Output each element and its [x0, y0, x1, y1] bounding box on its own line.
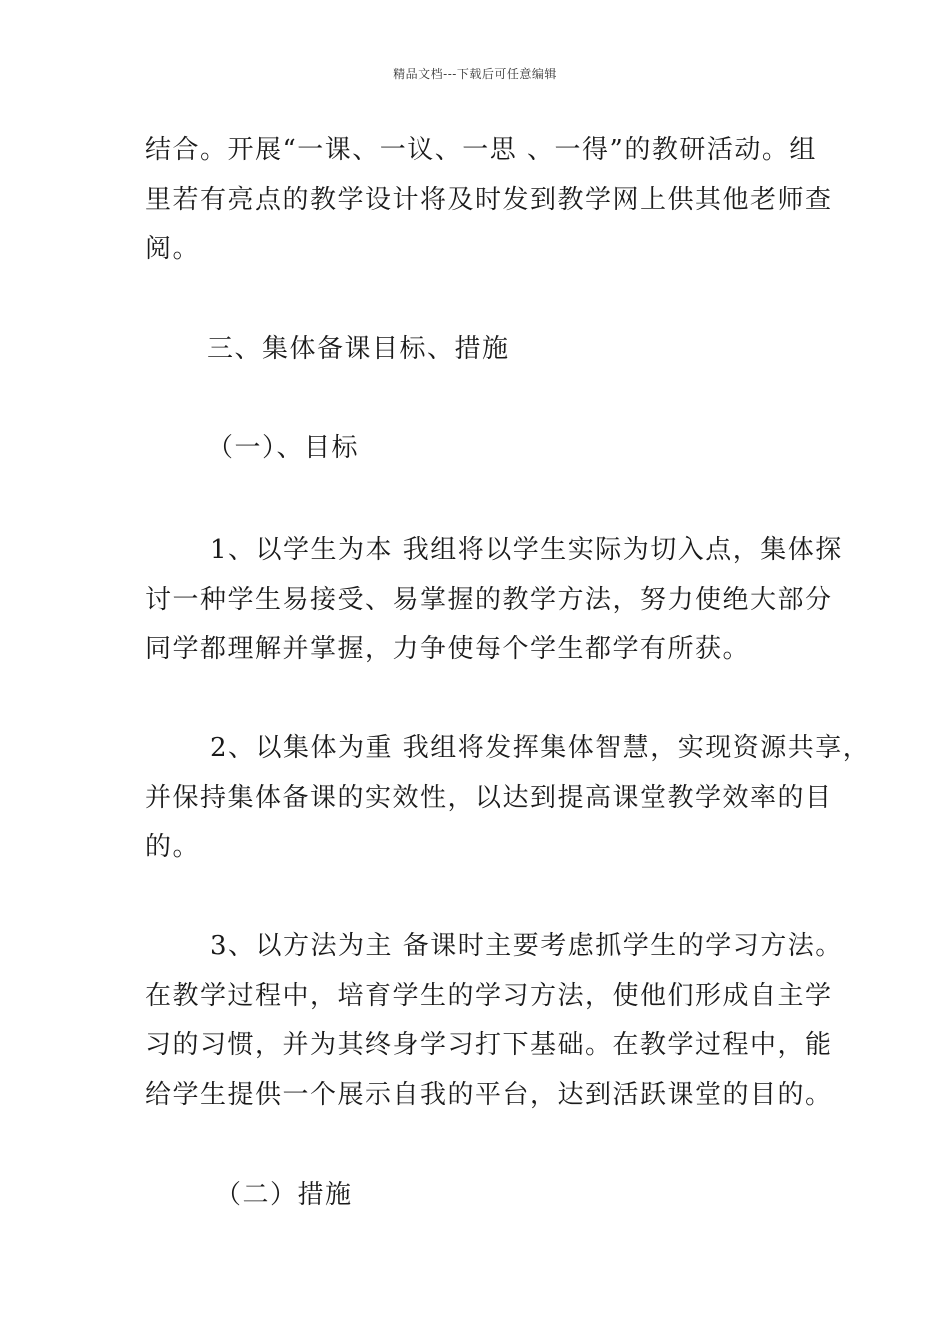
paragraph-line: 1、以学生为本 我组将以学生实际为切入点，集体探: [210, 535, 843, 565]
paragraph-line: 结合。开展“一课、一议、一思 、一得”的教研活动。组: [145, 135, 817, 165]
subsection-heading: （二）措施: [215, 1180, 353, 1210]
paragraph-line: 阅。: [145, 234, 201, 264]
page-header: 精品文档---下载后可任意编辑: [393, 67, 557, 81]
section-heading: 三、集体备课目标、措施: [207, 334, 510, 364]
paragraph-line: 3、以方法为主 备课时主要考虑抓学生的学习方法。: [210, 931, 843, 961]
paragraph-line: 给学生提供一个展示自我的平台，达到活跃课堂的目的。: [145, 1080, 833, 1110]
paragraph-line: 讨一种学生易接受、易掌握的教学方法，努力使绝大部分: [145, 585, 833, 615]
paragraph-line: 的。: [145, 832, 201, 862]
paragraph-line: 并保持集体备课的实效性，以达到提高课堂教学效率的目: [145, 783, 833, 813]
subsection-heading: （一）、目标: [207, 433, 360, 463]
paragraph-line: 里若有亮点的教学设计将及时发到教学网上供其他老师查: [145, 185, 833, 215]
paragraph-line: 2、以集体为重 我组将发挥集体智慧，实现资源共享，: [210, 733, 871, 763]
paragraph-line: 习的习惯，并为其终身学习打下基础。在教学过程中，能: [145, 1030, 833, 1060]
paragraph-line: 在教学过程中，培育学生的学习方法，使他们形成自主学: [145, 981, 833, 1011]
paragraph-line: 同学都理解并掌握，力争使每个学生都学有所获。: [145, 634, 751, 664]
